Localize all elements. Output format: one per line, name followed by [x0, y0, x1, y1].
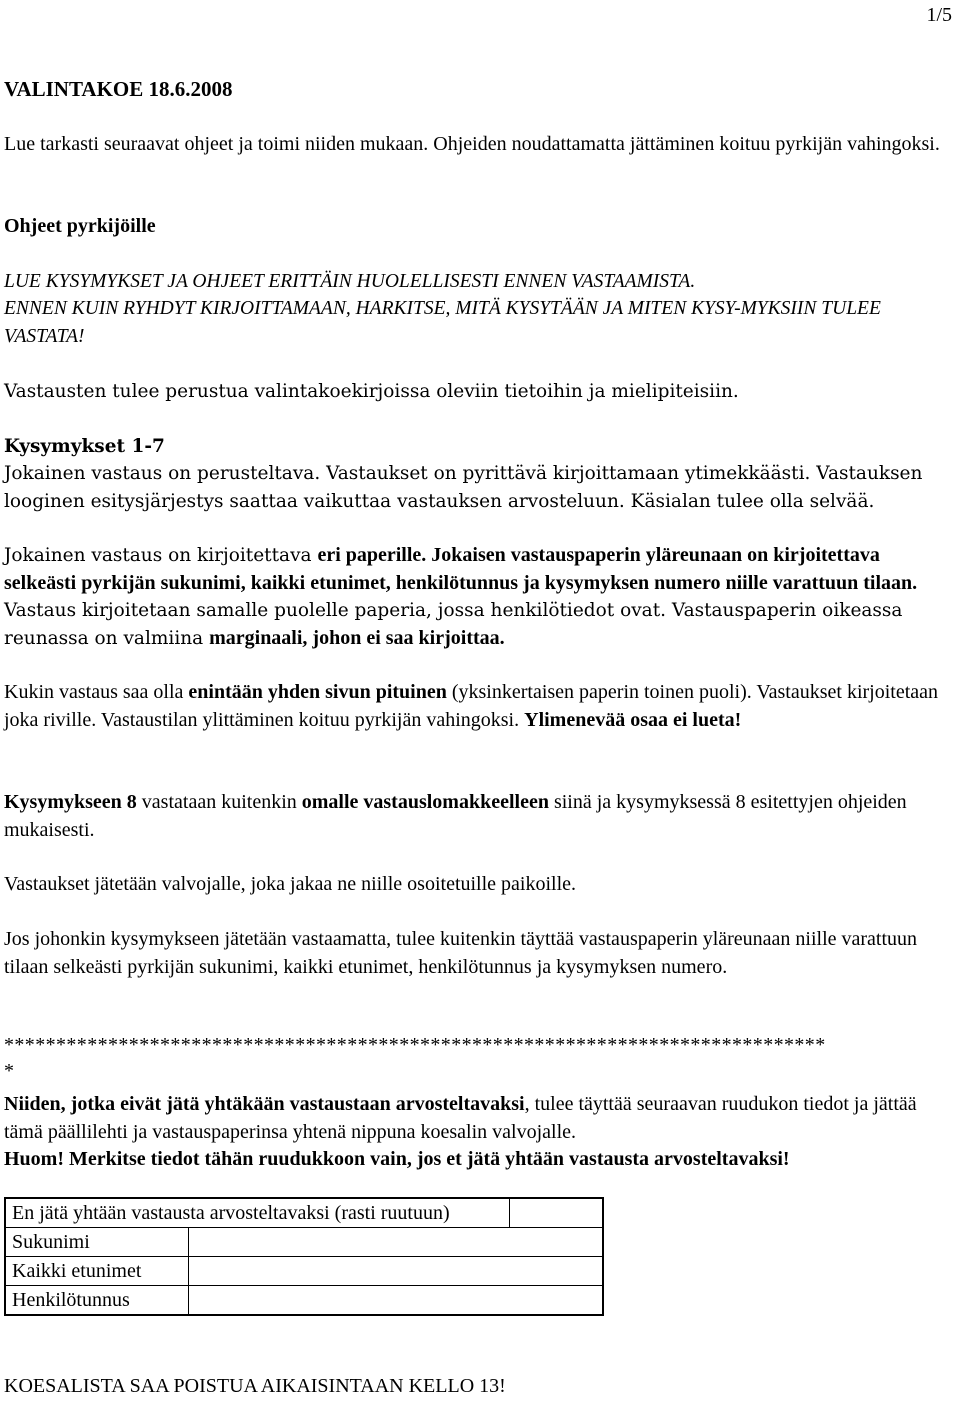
- no-answer-form: [4, 1197, 604, 1316]
- form-field-surname[interactable]: [189, 1228, 604, 1257]
- form-field-personal-id[interactable]: [189, 1286, 604, 1316]
- separator-stars: *******************************************************************************: [4, 1034, 826, 1056]
- exam-title: VALINTAKOE 18.6.2008: [4, 77, 233, 101]
- page-number: 1/5: [926, 4, 952, 26]
- form-row-surname: [5, 1228, 603, 1257]
- no-answer-bold-1: Niiden, jotka eivät jätä yhtäkään vastaustaan arvosteltavaksi: [4, 1093, 525, 1115]
- form-label-surname: Sukunimi: [5, 1228, 189, 1257]
- unanswered-paragraph: Jos johonkin kysymykseen jätetään vastaamatta, tulee kuitenkin täyttää vastauspaperin yläreunaan niille varattuun tilaan selkeästi pyrkijän sukunimi, kaikki etunimet, henkilötunnus ja kysymyksen numero.: [4, 928, 918, 978]
- caps-instruction-2: ENNEN KUIN RYHDYT KIRJOITTAMAAN, HARKITSE, MITÄ KYSYTÄÄN JA MITEN KYSY-MYKSIIN TULEE VASTATA!: [4, 298, 881, 347]
- length-bold-2: Ylimenevää osaa ei lueta!: [524, 708, 742, 731]
- form-field-first-names[interactable]: [189, 1257, 604, 1286]
- paper-bold-3: marginaali, johon ei saa kirjoittaa.: [209, 626, 505, 649]
- caps-instruction-1: LUE KYSYMYKSET JA OHJEET ERITTÄIN HUOLELLISESTI ENNEN VASTAAMISTA.: [4, 271, 696, 292]
- form-row-no-answer: [5, 1198, 603, 1228]
- instructions-heading: Ohjeet pyrkijöille: [4, 215, 156, 237]
- form-label-no-answer: En jätä yhtään vastausta arvosteltavaksi (rasti ruutuun): [5, 1198, 510, 1228]
- paper-bold-2: . Jokaisen vastauspaperin yläreunaan on kirjoitettava selkeästi pyrkijän sukunimi, kaikki etunimet, henkilötunnus ja kysymyksen numero niille varattuun tilaan.: [4, 544, 918, 594]
- form-row-first-names: [5, 1257, 603, 1286]
- length-text-1: Kukin vastaus saa olla: [4, 681, 189, 703]
- form-label-personal-id: Henkilötunnus: [5, 1286, 189, 1316]
- q8-text-1: vastataan kuitenkin: [136, 791, 302, 813]
- length-instructions: [4, 679, 952, 734]
- length-text-2: (yksinkertaisen paperin toinen puoli). Vastaukset kirjoitetaan joka riville. Vastaustilan ylittäminen koituu pyrkijän vahingoksi.: [4, 681, 939, 731]
- question8-instructions: [4, 789, 952, 844]
- form-label-first-names: Kaikki etunimet: [5, 1257, 189, 1286]
- paper-bold-1: eri paperille: [317, 544, 422, 566]
- form-row-personal-id: [5, 1286, 603, 1316]
- paper-text-2: Vastaus kirjoitetaan samalle puolelle paperia, jossa henkilötiedot ovat. Vastauspaperin oikeassa reunassa on valmiina: [4, 600, 903, 649]
- separator-star-tail: *: [4, 1060, 14, 1082]
- q8-bold-2: omalle vastauslomakkeelleen: [301, 791, 549, 813]
- length-bold-1: enintään yhden sivun pituinen: [188, 681, 447, 703]
- q8-bold-1: Kysymykseen 8: [4, 791, 137, 813]
- paper-text-1: Jokainen vastaus on kirjoitettava: [4, 545, 318, 566]
- q8-text-2: siinä ja kysymyksessä 8 esitettyjen ohjeiden mukaisesti.: [4, 791, 907, 841]
- questions-heading: Kysymykset 1-7: [4, 436, 165, 457]
- no-answer-instructions: [4, 1091, 954, 1174]
- no-answer-note: Huom! Merkitse tiedot tähän ruudukkoon vain, jos et jätä yhtään vastausta arvosteltavaksi!: [4, 1148, 790, 1170]
- form-checkbox-no-answer[interactable]: [510, 1198, 604, 1228]
- questions-instructions: Jokainen vastaus on perusteltava. Vastaukset on pyrittävä kirjoittamaan ytimekkäästi. Vastauksen looginen esitysjärjestys saattaa vaikuttaa vastauksen arvosteluun. Käsialan tulee olla selvää.: [4, 463, 923, 512]
- footer-notice: KOESALISTA SAA POISTUA AIKAISINTAAN KELLO 13!: [4, 1375, 506, 1397]
- paper-instructions: [4, 542, 954, 652]
- handover-paragraph: Vastaukset jätetään valvojalle, joka jakaa ne niille osoitetuille paikoille.: [4, 873, 577, 895]
- no-answer-text-1: , tulee täyttää seuraavan ruudukon tiedot ja jättää tämä päällilehti ja vastauspaperinsa yhtenä nippuna koesalin valvojalle.: [4, 1093, 917, 1143]
- intro-paragraph: Lue tarkasti seuraavat ohjeet ja toimi niiden mukaan. Ohjeiden noudattamatta jättäminen koituu pyrkijän vahingoksi.: [4, 133, 940, 155]
- basis-paragraph: Vastausten tulee perustua valintakoekirjoissa oleviin tietoihin ja mielipiteisiin.: [4, 381, 739, 402]
